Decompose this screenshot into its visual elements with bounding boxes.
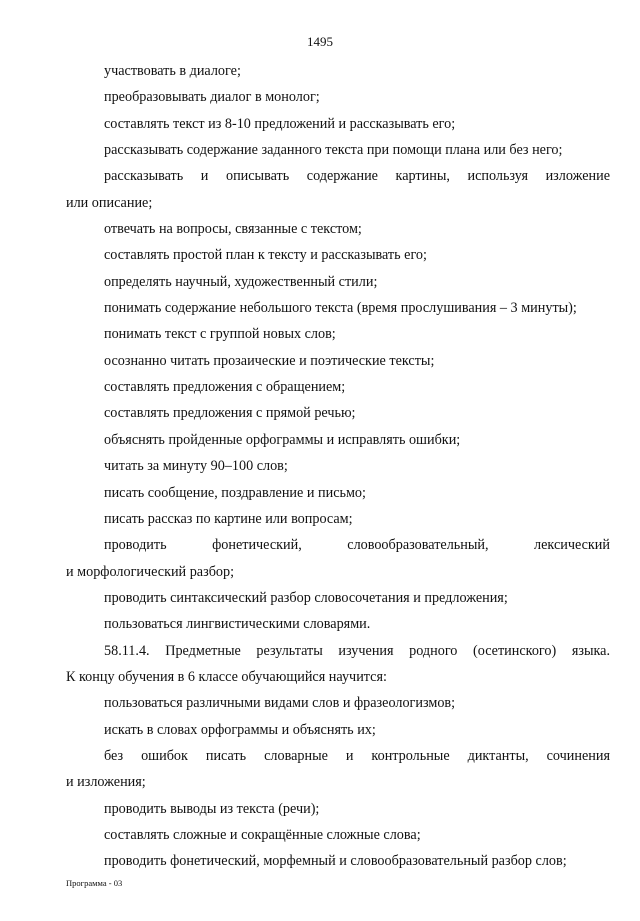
text-line: рассказывать содержание заданного текста при помощи плана или без него; — [104, 142, 563, 159]
text-line: проводить фонетический, словообразовательный, лексический — [104, 537, 610, 554]
text-line: объяснять пройденные орфограммы и исправлять ошибки; — [104, 431, 461, 448]
text-line: составлять предложения с прямой речью; — [104, 405, 356, 422]
text-line: преобразовывать диалог в монолог; — [104, 89, 320, 106]
text-line: писать рассказ по картине или вопросам; — [104, 510, 353, 527]
page-footer: Программа - 03 — [66, 878, 123, 888]
text-line: понимать текст с группой новых слов; — [104, 326, 336, 343]
text-line: определять научный, художественный стили; — [104, 273, 378, 290]
text-line: без ошибок писать словарные и контрольные диктанты, сочинения — [104, 747, 610, 764]
text-line: К концу обучения в 6 классе обучающийся научится: — [66, 668, 387, 685]
text-line: и морфологический разбор; — [66, 563, 235, 580]
text-line: пользоваться различными видами слов и фразеологизмов; — [104, 695, 456, 712]
text-line: участвовать в диалоге; — [104, 63, 241, 79]
text-line: составлять простой план к тексту и рассказывать его; — [104, 247, 427, 264]
text-line: читать за минуту 90–100 слов; — [104, 458, 288, 475]
text-line: искать в словах орфограммы и объяснять их; — [104, 721, 376, 738]
text-line: составлять текст из 8-10 предложений и рассказывать его; — [104, 115, 456, 132]
text-line: рассказывать и описывать содержание картины, используя изложение — [104, 168, 610, 185]
text-line: пользоваться лингвистическими словарями. — [104, 616, 371, 633]
text-line: проводить фонетический, морфемный и словообразовательный разбор слов; — [104, 853, 567, 870]
text-line: составлять предложения с обращением; — [104, 379, 346, 396]
text-line: проводить выводы из текста (речи); — [104, 800, 320, 817]
page-number: 1495 — [307, 34, 333, 49]
text-line: понимать содержание небольшого текста (время прослушивания – 3 минуты); — [104, 300, 577, 317]
text-line: осознанно читать прозаические и поэтические тексты; — [104, 352, 435, 369]
text-line: писать сообщение, поздравление и письмо; — [104, 484, 366, 501]
text-line: 58.11.4. Предметные результаты изучения родного (осетинского) языка. — [104, 642, 610, 659]
text-line: отвечать на вопросы, связанные с текстом; — [104, 221, 362, 238]
text-line: или описание; — [66, 194, 153, 211]
text-line: составлять сложные и сокращённые сложные слова; — [104, 826, 421, 843]
text-line: проводить синтаксический разбор словосочетания и предложения; — [104, 589, 508, 606]
text-line: и изложения; — [66, 774, 146, 791]
document-body — [66, 58, 610, 875]
